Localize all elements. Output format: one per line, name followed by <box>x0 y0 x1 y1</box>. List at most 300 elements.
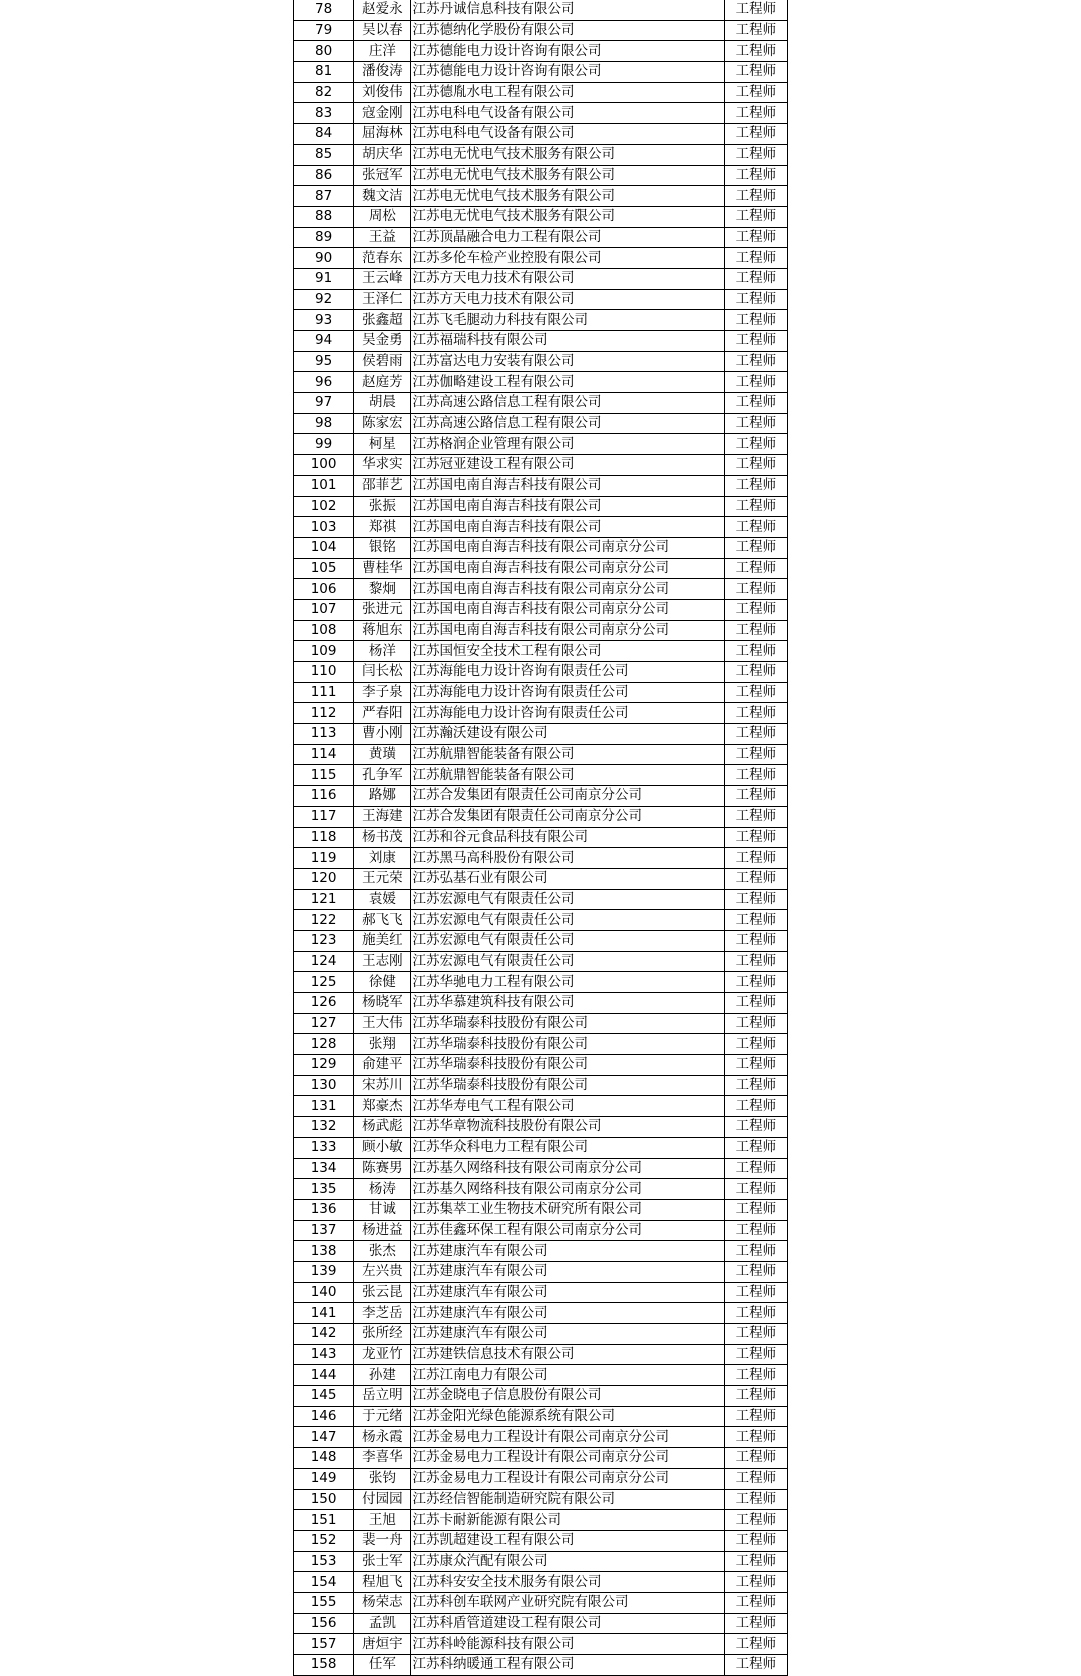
person-name-cell: 李喜华 <box>354 1448 411 1469</box>
table-row <box>294 579 788 600</box>
row-number-cell: 122 <box>294 910 354 931</box>
table-row <box>294 703 788 724</box>
person-name-cell: 华求实 <box>354 455 411 476</box>
job-title-cell: 工程师 <box>724 124 787 145</box>
row-number-cell: 157 <box>294 1634 354 1655</box>
table-row <box>294 455 788 476</box>
job-title-cell: 工程师 <box>724 1282 787 1303</box>
person-name-cell: 杨书茂 <box>354 827 411 848</box>
job-title-cell: 工程师 <box>724 310 787 331</box>
person-name-cell: 于元绪 <box>354 1406 411 1427</box>
row-number-cell: 139 <box>294 1261 354 1282</box>
organization-cell: 江苏航鼎智能装备有限公司 <box>411 744 724 765</box>
table-row <box>294 682 788 703</box>
row-number-cell: 94 <box>294 331 354 352</box>
table-row <box>294 558 788 579</box>
table-row <box>294 1406 788 1427</box>
organization-cell: 江苏宏源电气有限责任公司 <box>411 951 724 972</box>
row-number-cell: 110 <box>294 662 354 683</box>
table-row <box>294 1448 788 1469</box>
job-title-cell: 工程师 <box>724 620 787 641</box>
job-title-cell: 工程师 <box>724 1634 787 1655</box>
job-title-cell: 工程师 <box>724 1075 787 1096</box>
job-title-cell: 工程师 <box>724 1013 787 1034</box>
table-row <box>294 1427 788 1448</box>
table-row <box>294 186 788 207</box>
job-title-cell: 工程师 <box>724 434 787 455</box>
row-number-cell: 145 <box>294 1386 354 1407</box>
person-name-cell: 杨荣志 <box>354 1592 411 1613</box>
person-name-cell: 周松 <box>354 206 411 227</box>
person-name-cell: 张振 <box>354 496 411 517</box>
job-title-cell: 工程师 <box>724 930 787 951</box>
organization-cell: 江苏国恒安全技术工程有限公司 <box>411 641 724 662</box>
row-number-cell: 121 <box>294 889 354 910</box>
row-number-cell: 158 <box>294 1655 354 1676</box>
person-name-cell: 张鑫超 <box>354 310 411 331</box>
row-number-cell: 140 <box>294 1282 354 1303</box>
table-row <box>294 227 788 248</box>
organization-cell: 江苏建铁信息技术有限公司 <box>411 1344 724 1365</box>
row-number-cell: 151 <box>294 1510 354 1531</box>
job-title-cell: 工程师 <box>724 1530 787 1551</box>
job-title-cell: 工程师 <box>724 641 787 662</box>
job-title-cell: 工程师 <box>724 82 787 103</box>
row-number-cell: 87 <box>294 186 354 207</box>
person-name-cell: 王云峰 <box>354 268 411 289</box>
job-title-cell: 工程师 <box>724 827 787 848</box>
person-name-cell: 张钧 <box>354 1468 411 1489</box>
organization-cell: 江苏德胤水电工程有限公司 <box>411 82 724 103</box>
table-row <box>294 124 788 145</box>
row-number-cell: 115 <box>294 765 354 786</box>
organization-cell: 江苏科纳暖通工程有限公司 <box>411 1655 724 1676</box>
organization-cell: 江苏电无忧电气技术服务有限公司 <box>411 186 724 207</box>
person-name-cell: 袁媛 <box>354 889 411 910</box>
organization-cell: 江苏国电南自海吉科技有限公司南京分公司 <box>411 599 724 620</box>
person-name-cell: 黄璜 <box>354 744 411 765</box>
person-name-cell: 赵爱永 <box>354 0 411 20</box>
person-name-cell: 付园园 <box>354 1489 411 1510</box>
person-name-cell: 郝飞飞 <box>354 910 411 931</box>
job-title-cell: 工程师 <box>724 724 787 745</box>
table-row <box>294 993 788 1014</box>
row-number-cell: 112 <box>294 703 354 724</box>
job-title-cell: 工程师 <box>724 703 787 724</box>
table-row <box>294 1241 788 1262</box>
organization-cell: 江苏凯超建设工程有限公司 <box>411 1530 724 1551</box>
job-title-cell: 工程师 <box>724 455 787 476</box>
table-row <box>294 868 788 889</box>
table-row <box>294 1303 788 1324</box>
job-title-cell: 工程师 <box>724 993 787 1014</box>
organization-cell: 江苏方天电力技术有限公司 <box>411 268 724 289</box>
organization-cell: 江苏伽略建设工程有限公司 <box>411 372 724 393</box>
table-row <box>294 351 788 372</box>
person-name-cell: 路娜 <box>354 786 411 807</box>
job-title-cell: 工程师 <box>724 537 787 558</box>
organization-cell: 江苏华瑞泰科技股份有限公司 <box>411 1055 724 1076</box>
person-name-cell: 杨晓军 <box>354 993 411 1014</box>
table-row <box>294 599 788 620</box>
organization-cell: 江苏电无忧电气技术服务有限公司 <box>411 165 724 186</box>
table-row <box>294 310 788 331</box>
row-number-cell: 109 <box>294 641 354 662</box>
row-number-cell: 98 <box>294 413 354 434</box>
table-row <box>294 848 788 869</box>
job-title-cell: 工程师 <box>724 62 787 83</box>
job-title-cell: 工程师 <box>724 41 787 62</box>
table-row <box>294 1489 788 1510</box>
person-name-cell: 杨进益 <box>354 1220 411 1241</box>
job-title-cell: 工程师 <box>724 227 787 248</box>
person-name-cell: 俞建平 <box>354 1055 411 1076</box>
job-title-cell: 工程师 <box>724 1117 787 1138</box>
person-name-cell: 程旭飞 <box>354 1572 411 1593</box>
organization-cell: 江苏多伦车检产业控股有限公司 <box>411 248 724 269</box>
table-row <box>294 641 788 662</box>
person-name-cell: 甘诚 <box>354 1199 411 1220</box>
person-name-cell: 李芝岳 <box>354 1303 411 1324</box>
job-title-cell: 工程师 <box>724 372 787 393</box>
row-number-cell: 92 <box>294 289 354 310</box>
job-title-cell: 工程师 <box>724 1613 787 1634</box>
organization-cell: 江苏华章物流科技股份有限公司 <box>411 1117 724 1138</box>
organization-cell: 江苏卡耐新能源有限公司 <box>411 1510 724 1531</box>
table-row <box>294 1137 788 1158</box>
organization-cell: 江苏经信智能制造研究院有限公司 <box>411 1489 724 1510</box>
row-number-cell: 102 <box>294 496 354 517</box>
person-name-cell: 孟凯 <box>354 1613 411 1634</box>
job-title-cell: 工程师 <box>724 331 787 352</box>
row-number-cell: 147 <box>294 1427 354 1448</box>
row-number-cell: 83 <box>294 103 354 124</box>
job-title-cell: 工程师 <box>724 496 787 517</box>
organization-cell: 江苏高速公路信息工程有限公司 <box>411 413 724 434</box>
table-row <box>294 806 788 827</box>
table-row <box>294 537 788 558</box>
job-title-cell: 工程师 <box>724 1448 787 1469</box>
row-number-cell: 84 <box>294 124 354 145</box>
table-row <box>294 20 788 41</box>
person-name-cell: 李子泉 <box>354 682 411 703</box>
row-number-cell: 86 <box>294 165 354 186</box>
organization-cell: 江苏富达电力安装有限公司 <box>411 351 724 372</box>
person-name-cell: 张所经 <box>354 1324 411 1345</box>
organization-cell: 江苏康众汽配有限公司 <box>411 1551 724 1572</box>
person-name-cell: 王元荣 <box>354 868 411 889</box>
table-row <box>294 724 788 745</box>
job-title-cell: 工程师 <box>724 0 787 20</box>
row-number-cell: 155 <box>294 1592 354 1613</box>
table-row <box>294 1261 788 1282</box>
person-name-cell: 曹桂华 <box>354 558 411 579</box>
organization-cell: 江苏金易电力工程设计有限公司南京分公司 <box>411 1427 724 1448</box>
organization-cell: 江苏金易电力工程设计有限公司南京分公司 <box>411 1448 724 1469</box>
person-name-cell: 蒋旭东 <box>354 620 411 641</box>
organization-cell: 江苏合发集团有限责任公司南京分公司 <box>411 806 724 827</box>
person-name-cell: 银铭 <box>354 537 411 558</box>
row-number-cell: 96 <box>294 372 354 393</box>
organization-cell: 江苏建康汽车有限公司 <box>411 1303 724 1324</box>
organization-cell: 江苏海能电力设计咨询有限责任公司 <box>411 682 724 703</box>
person-name-cell: 王益 <box>354 227 411 248</box>
job-title-cell: 工程师 <box>724 20 787 41</box>
row-number-cell: 108 <box>294 620 354 641</box>
organization-cell: 江苏国电南自海吉科技有限公司 <box>411 496 724 517</box>
table-row <box>294 372 788 393</box>
table-row <box>294 1282 788 1303</box>
job-title-cell: 工程师 <box>724 744 787 765</box>
job-title-cell: 工程师 <box>724 910 787 931</box>
organization-cell: 江苏方天电力技术有限公司 <box>411 289 724 310</box>
job-title-cell: 工程师 <box>724 1427 787 1448</box>
organization-cell: 江苏格润企业管理有限公司 <box>411 434 724 455</box>
organization-cell: 江苏高速公路信息工程有限公司 <box>411 393 724 414</box>
row-number-cell: 126 <box>294 993 354 1014</box>
roster-table <box>293 0 788 1676</box>
person-name-cell: 孙建 <box>354 1365 411 1386</box>
row-number-cell: 146 <box>294 1406 354 1427</box>
table-row <box>294 744 788 765</box>
row-number-cell: 80 <box>294 41 354 62</box>
job-title-cell: 工程师 <box>724 144 787 165</box>
job-title-cell: 工程师 <box>724 599 787 620</box>
row-number-cell: 148 <box>294 1448 354 1469</box>
job-title-cell: 工程师 <box>724 475 787 496</box>
row-number-cell: 85 <box>294 144 354 165</box>
row-number-cell: 142 <box>294 1324 354 1345</box>
row-number-cell: 90 <box>294 248 354 269</box>
table-row <box>294 393 788 414</box>
organization-cell: 江苏集萃工业生物技术研究所有限公司 <box>411 1199 724 1220</box>
organization-cell: 江苏华瑞泰科技股份有限公司 <box>411 1034 724 1055</box>
table-row <box>294 268 788 289</box>
organization-cell: 江苏国电南自海吉科技有限公司南京分公司 <box>411 558 724 579</box>
person-name-cell: 孔争军 <box>354 765 411 786</box>
row-number-cell: 114 <box>294 744 354 765</box>
organization-cell: 江苏海能电力设计咨询有限责任公司 <box>411 662 724 683</box>
row-number-cell: 106 <box>294 579 354 600</box>
person-name-cell: 胡庆华 <box>354 144 411 165</box>
row-number-cell: 131 <box>294 1096 354 1117</box>
row-number-cell: 99 <box>294 434 354 455</box>
person-name-cell: 顾小敏 <box>354 1137 411 1158</box>
organization-cell: 江苏电无忧电气技术服务有限公司 <box>411 206 724 227</box>
table-row <box>294 662 788 683</box>
row-number-cell: 79 <box>294 20 354 41</box>
job-title-cell: 工程师 <box>724 806 787 827</box>
organization-cell: 江苏建康汽车有限公司 <box>411 1241 724 1262</box>
person-name-cell: 岳立明 <box>354 1386 411 1407</box>
person-name-cell: 王志刚 <box>354 951 411 972</box>
organization-cell: 江苏丹诚信息科技有限公司 <box>411 0 724 20</box>
table-row <box>294 1179 788 1200</box>
person-name-cell: 胡晨 <box>354 393 411 414</box>
row-number-cell: 135 <box>294 1179 354 1200</box>
table-row <box>294 331 788 352</box>
organization-cell: 江苏国电南自海吉科技有限公司南京分公司 <box>411 620 724 641</box>
job-title-cell: 工程师 <box>724 1261 787 1282</box>
job-title-cell: 工程师 <box>724 289 787 310</box>
row-number-cell: 119 <box>294 848 354 869</box>
person-name-cell: 黎炯 <box>354 579 411 600</box>
job-title-cell: 工程师 <box>724 1592 787 1613</box>
person-name-cell: 唐烜宇 <box>354 1634 411 1655</box>
organization-cell: 江苏航鼎智能装备有限公司 <box>411 765 724 786</box>
organization-cell: 江苏电科电气设备有限公司 <box>411 103 724 124</box>
table-row <box>294 1117 788 1138</box>
table-row <box>294 620 788 641</box>
row-number-cell: 152 <box>294 1530 354 1551</box>
job-title-cell: 工程师 <box>724 1572 787 1593</box>
organization-cell: 江苏金阳光绿色能源系统有限公司 <box>411 1406 724 1427</box>
row-number-cell: 130 <box>294 1075 354 1096</box>
table-row <box>294 889 788 910</box>
person-name-cell: 庄洋 <box>354 41 411 62</box>
job-title-cell: 工程师 <box>724 268 787 289</box>
table-row <box>294 1199 788 1220</box>
job-title-cell: 工程师 <box>724 206 787 227</box>
roster-table-body <box>294 0 788 1675</box>
row-number-cell: 82 <box>294 82 354 103</box>
table-row <box>294 930 788 951</box>
row-number-cell: 124 <box>294 951 354 972</box>
organization-cell: 江苏顶晶融合电力工程有限公司 <box>411 227 724 248</box>
job-title-cell: 工程师 <box>724 351 787 372</box>
organization-cell: 江苏黑马高科股份有限公司 <box>411 848 724 869</box>
row-number-cell: 123 <box>294 930 354 951</box>
job-title-cell: 工程师 <box>724 165 787 186</box>
organization-cell: 江苏科安安全技术服务有限公司 <box>411 1572 724 1593</box>
person-name-cell: 裴一舟 <box>354 1530 411 1551</box>
row-number-cell: 136 <box>294 1199 354 1220</box>
organization-cell: 江苏德能电力设计咨询有限公司 <box>411 62 724 83</box>
person-name-cell: 吴以春 <box>354 20 411 41</box>
job-title-cell: 工程师 <box>724 1344 787 1365</box>
job-title-cell: 工程师 <box>724 1158 787 1179</box>
organization-cell: 江苏德能电力设计咨询有限公司 <box>411 41 724 62</box>
row-number-cell: 97 <box>294 393 354 414</box>
row-number-cell: 144 <box>294 1365 354 1386</box>
person-name-cell: 赵庭芳 <box>354 372 411 393</box>
table-row <box>294 1096 788 1117</box>
job-title-cell: 工程师 <box>724 579 787 600</box>
organization-cell: 江苏华瑞泰科技股份有限公司 <box>411 1075 724 1096</box>
job-title-cell: 工程师 <box>724 682 787 703</box>
person-name-cell: 徐健 <box>354 972 411 993</box>
organization-cell: 江苏科盾管道建设工程有限公司 <box>411 1613 724 1634</box>
table-row <box>294 786 788 807</box>
table-row <box>294 475 788 496</box>
person-name-cell: 刘俊伟 <box>354 82 411 103</box>
person-name-cell: 张士军 <box>354 1551 411 1572</box>
person-name-cell: 郑豪杰 <box>354 1096 411 1117</box>
table-row <box>294 1592 788 1613</box>
row-number-cell: 88 <box>294 206 354 227</box>
organization-cell: 江苏福瑞科技有限公司 <box>411 331 724 352</box>
job-title-cell: 工程师 <box>724 1406 787 1427</box>
table-row <box>294 1365 788 1386</box>
job-title-cell: 工程师 <box>724 1137 787 1158</box>
organization-cell: 江苏国电南自海吉科技有限公司南京分公司 <box>411 537 724 558</box>
person-name-cell: 邵菲艺 <box>354 475 411 496</box>
row-number-cell: 133 <box>294 1137 354 1158</box>
job-title-cell: 工程师 <box>724 868 787 889</box>
organization-cell: 江苏华瑞泰科技股份有限公司 <box>411 1013 724 1034</box>
person-name-cell: 侯碧雨 <box>354 351 411 372</box>
table-row <box>294 0 788 20</box>
table-row <box>294 1634 788 1655</box>
job-title-cell: 工程师 <box>724 765 787 786</box>
person-name-cell: 王泽仁 <box>354 289 411 310</box>
row-number-cell: 78 <box>294 0 354 20</box>
person-name-cell: 张杰 <box>354 1241 411 1262</box>
job-title-cell: 工程师 <box>724 186 787 207</box>
row-number-cell: 113 <box>294 724 354 745</box>
job-title-cell: 工程师 <box>724 1303 787 1324</box>
person-name-cell: 吴金勇 <box>354 331 411 352</box>
table-row <box>294 1510 788 1531</box>
job-title-cell: 工程师 <box>724 1220 787 1241</box>
table-row <box>294 413 788 434</box>
row-number-cell: 128 <box>294 1034 354 1055</box>
organization-cell: 江苏冠亚建设工程有限公司 <box>411 455 724 476</box>
organization-cell: 江苏佳鑫环保工程有限公司南京分公司 <box>411 1220 724 1241</box>
person-name-cell: 杨武彪 <box>354 1117 411 1138</box>
table-row <box>294 289 788 310</box>
job-title-cell: 工程师 <box>724 1179 787 1200</box>
row-number-cell: 137 <box>294 1220 354 1241</box>
job-title-cell: 工程师 <box>724 951 787 972</box>
person-name-cell: 王大伟 <box>354 1013 411 1034</box>
table-row <box>294 1551 788 1572</box>
table-row <box>294 517 788 538</box>
row-number-cell: 100 <box>294 455 354 476</box>
row-number-cell: 81 <box>294 62 354 83</box>
job-title-cell: 工程师 <box>724 662 787 683</box>
table-row <box>294 1055 788 1076</box>
organization-cell: 江苏宏源电气有限责任公司 <box>411 910 724 931</box>
row-number-cell: 103 <box>294 517 354 538</box>
job-title-cell: 工程师 <box>724 1365 787 1386</box>
organization-cell: 江苏国电南自海吉科技有限公司 <box>411 475 724 496</box>
person-name-cell: 范春东 <box>354 248 411 269</box>
row-number-cell: 89 <box>294 227 354 248</box>
person-name-cell: 任军 <box>354 1655 411 1676</box>
person-name-cell: 张云昆 <box>354 1282 411 1303</box>
job-title-cell: 工程师 <box>724 558 787 579</box>
table-row <box>294 82 788 103</box>
row-number-cell: 120 <box>294 868 354 889</box>
organization-cell: 江苏建康汽车有限公司 <box>411 1282 724 1303</box>
table-row <box>294 951 788 972</box>
row-number-cell: 149 <box>294 1468 354 1489</box>
table-row <box>294 765 788 786</box>
person-name-cell: 施美红 <box>354 930 411 951</box>
table-row <box>294 165 788 186</box>
job-title-cell: 工程师 <box>724 248 787 269</box>
row-number-cell: 154 <box>294 1572 354 1593</box>
job-title-cell: 工程师 <box>724 393 787 414</box>
job-title-cell: 工程师 <box>724 848 787 869</box>
job-title-cell: 工程师 <box>724 1055 787 1076</box>
organization-cell: 江苏金易电力工程设计有限公司南京分公司 <box>411 1468 724 1489</box>
job-title-cell: 工程师 <box>724 1468 787 1489</box>
person-name-cell: 郑祺 <box>354 517 411 538</box>
person-name-cell: 龙亚竹 <box>354 1344 411 1365</box>
table-row <box>294 1344 788 1365</box>
